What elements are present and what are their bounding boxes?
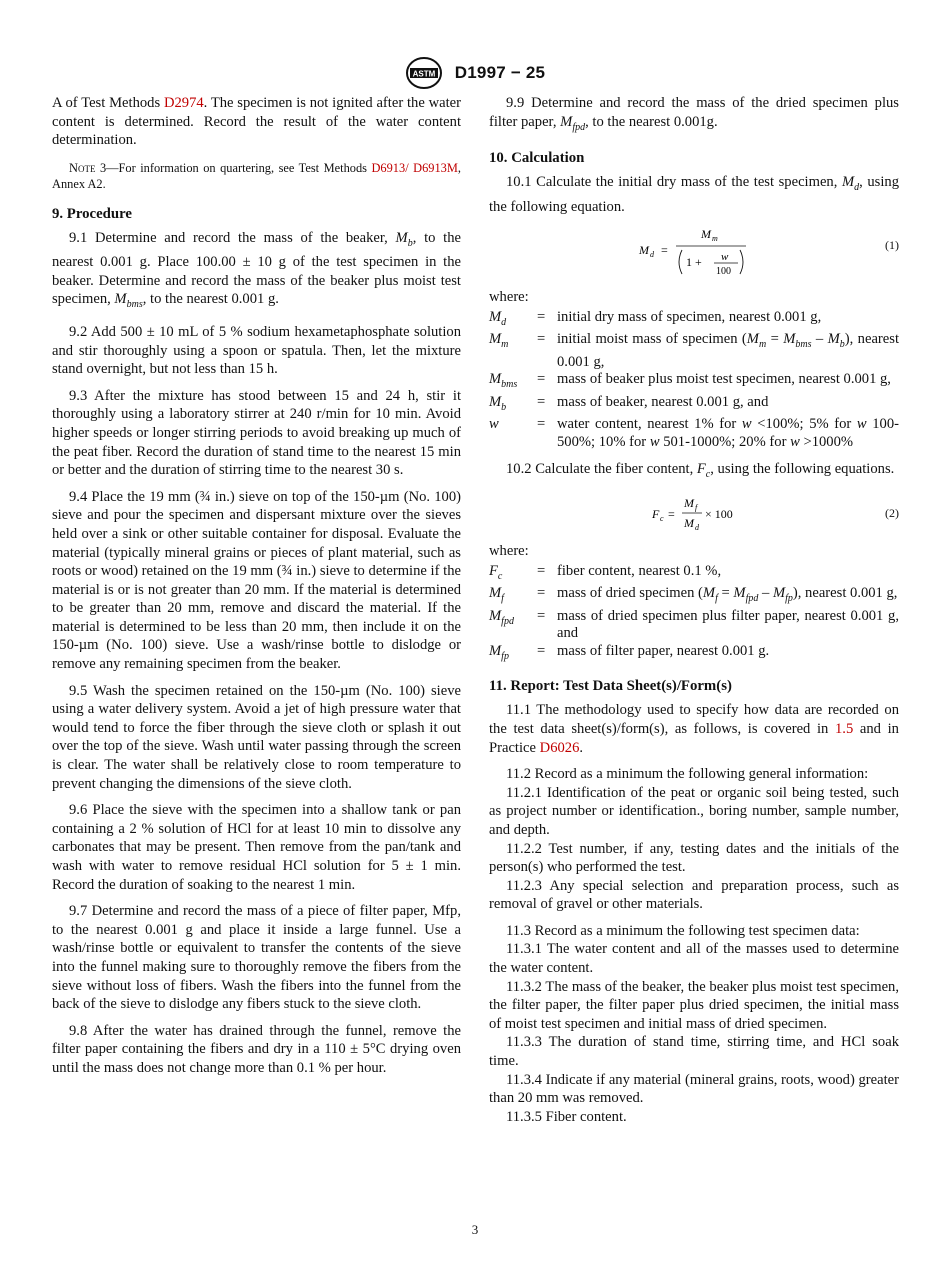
paragraph-11-2-3: 11.2.3 Any special selection and preparation process, such as removal of gravel or other materials.: [489, 877, 899, 913]
definition-mf: $M_f$ = mass of dried specimen $(M_f = M_{fpd} - M_{fp})$, nearest 0.001 g,: [489, 585, 898, 605]
paragraph-10-1: 10.1 Calculate the initial dry mass of the test specimen, $M_d$, using the following equation.: [489, 174, 899, 215]
svg-text:d: d: [650, 250, 654, 260]
paragraph-9-4: 9.4 Place the 19 mm (¾ in.) sieve on top of the 150-µm (No. 100) sieve and pour the specimen and dispersant mixture over the sieves held over a sink or other suitable container for disposal. Evaluate the material (typically mineral grains or pieces of plant material, such as roots or wood) retained on the 19 mm (¾ in.) sieve to determine if the material is or is not greater than 20 mm. If the material is determined to be greater than 20 mm, remove and discard the material. If the material is determined to be less than 20 mm, then include it on the 150-µm (No. 100) sieve. Use a wash/rinse bottle to dislodge or remove any remaining specimen from the beaker.: [52, 488, 461, 673]
link-d6026[interactable]: D6026: [539, 739, 580, 756]
svg-text:f: f: [695, 503, 698, 513]
svg-text:F: F: [652, 507, 660, 522]
svg-text:ASTM: ASTM: [412, 69, 436, 79]
document-id: D1997 − 25: [454, 63, 546, 82]
paragraph-9-7: 9.7 Determine and record the mass of a piece of filter paper, Mfp, to the nearest 0.001 g and place it inside a large funnel. Use a wash/rinse bottle or equivalent to transfer the contents of the sieve into the funnel making sure to thoroughly remove the fibers from the sieve without loss of fibers. Wash the fibers into the funnel from the back of the sieve to dislodge any fibers stuck to the sieve cloth.: [52, 903, 461, 1013]
definition-mm: $M_m$ = initial moist mass of specimen $(M_m = M_{bms} - M_b)$, nearest 0.001 g,: [489, 331, 900, 370]
paragraph-11-3-5: 11.3.5 Fiber content.: [506, 1108, 627, 1125]
svg-text:M: M: [684, 496, 694, 511]
definitions-list-1: [489, 309, 899, 452]
paragraph-11-3: 11.3 Record as a minimum the following test specimen data:: [506, 922, 860, 939]
paragraph-11-3-1: 11.3.1 The water content and all of the masses used to determine the water content.: [489, 941, 899, 977]
paragraph-11-2: 11.2 Record as a minimum the following general information:: [506, 766, 869, 783]
svg-text:M: M: [684, 516, 694, 531]
svg-text:=: =: [661, 243, 668, 258]
link-d2974[interactable]: D2974: [163, 95, 204, 111]
page-number: 3: [471, 1222, 479, 1237]
paragraph-9-2: 9.2 Add 500 ± 10 mL of 5 % sodium hexametaphosphate solution and stir thoroughly using a spoon or spatula. Then, let the mixture stand overnight, but not less than 15 h.: [52, 323, 461, 378]
paragraph-11-3-3: 11.3.3 The duration of stand time, stirring time, and HCl soak time.: [489, 1034, 899, 1070]
page-header: [0, 56, 950, 90]
paragraph-11-2-2: 11.2.2 Test number, if any, testing dates and the initials of the person(s) who performed the test.: [489, 840, 899, 876]
where-label-1: where:: [489, 289, 529, 306]
svg-text:d: d: [695, 523, 699, 533]
paragraph-9-5: 9.5 Wash the specimen retained on the 150-µm (No. 100) sieve using a water delivery system. Avoid a jet of high pressure water that would tend to force the fiber through the sieve cloth or splash it out over the top of the sieve. Wash until water passing through the screen is clear. The water shall be relatively close to room temperature to prevent changing the dimensions of the sieve cloth.: [52, 682, 461, 792]
astm-logo-icon: [405, 56, 443, 90]
svg-text:1 +: 1 +: [686, 255, 702, 270]
svg-text:w: w: [721, 251, 729, 264]
svg-text:M: M: [639, 243, 649, 258]
paragraph-11-2-1: 11.2.1 Identification of the peat or organic soil being tested, such as project number or identification., boring number, sample number, and depth.: [489, 784, 899, 838]
link-1-5[interactable]: 1.5: [835, 720, 854, 737]
equation-1-number: (1): [885, 238, 899, 253]
definition-fc: $F_c$ = fiber content, nearest 0.1 %,: [489, 562, 722, 582]
definition-w: w = water content, nearest 1% for w <100%; 5% for w 100-500%; 10% for w 501-1000%; 20% for w >1000%: [489, 416, 899, 450]
equation-2-number: (2): [885, 506, 899, 521]
paragraph-9-6: 9.6 Place the sieve with the specimen into a shallow tank or pan containing a 2 % solution of HCl for at least 10 min to dissolve any carbonates that may be present. Then remove from the pan/tank and wash with water to remove residual HCl solution for 5 ± 1 min. Record the duration of soaking to the nearest 1 min.: [52, 802, 461, 893]
right-column: [489, 94, 899, 1126]
paragraph-8-cont: A of Test Methods D2974. The specimen is not ignited after the water content is determined. Record the result of the water content determination.: [52, 95, 461, 149]
where-label-2: where:: [489, 543, 529, 560]
definition-mfpd: $M_{fpd}$ = mass of dried specimen plus filter paper, nearest 0.001 g, and: [489, 607, 899, 642]
definition-mbms: $M_{bms}$ = mass of beaker plus moist test specimen, nearest 0.001 g,: [489, 371, 891, 391]
section-heading-procedure: 9. Procedure: [52, 205, 132, 222]
definitions-list-2: [489, 563, 899, 666]
svg-text:× 100: × 100: [705, 507, 733, 522]
svg-text:M: M: [701, 227, 711, 242]
definition-md: $M_d$ = initial dry mass of specimen, nearest 0.001 g,: [489, 308, 822, 328]
svg-text:c: c: [660, 514, 664, 524]
paragraph-10-2: 10.2 Calculate the fiber content, $F_c$, using the following equations.: [506, 460, 895, 480]
left-column: [52, 94, 461, 1078]
paragraph-9-9: 9.9 Determine and record the mass of the dried specimen plus filter paper, $M_{fpd}$, to the nearest 0.001g.: [489, 95, 899, 133]
section-heading-calculation: 10. Calculation: [489, 150, 585, 167]
paragraph-9-3: 9.3 After the mixture has stood between 15 and 24 h, stir it thoroughly using a laboratory stirrer at 240 r/min for 10 min. Avoid higher speeds or longer stirring periods to avoid breaking up much of the peat fiber. Record the duration of stand time to the nearest 15 min or better and the duration of stirring time to the nearest 30 s.: [52, 387, 461, 479]
definition-mb: $M_b$ = mass of beaker, nearest 0.001 g, and: [489, 393, 769, 413]
section-heading-report: 11. Report: Test Data Sheet(s)/Form(s): [489, 678, 732, 695]
svg-text:100: 100: [716, 266, 731, 278]
equation-2-formula: [649, 492, 769, 534]
definition-mfp: $M_{fp}$ = mass of filter paper, nearest 0.001 g.: [489, 642, 770, 662]
paragraph-9-8: 9.8 After the water has drained through the funnel, remove the filter paper containing the fibers and dry in a 110 ± 5°C drying oven until the mass does not change more than 0.1 % per hour.: [52, 1022, 461, 1076]
paragraph-11-3-4: 11.3.4 Indicate if any material (mineral grains, roots, wood) greater than 20 mm was removed.: [489, 1071, 899, 1107]
paragraph-11-3-2: 11.3.2 The mass of the beaker, the beaker plus moist test specimen, the filter paper, the filter paper plus dried specimen, the initial mass of moist test specimen and initial mass of dried specimen.: [489, 978, 899, 1032]
note-3: Note 3—For information on quartering, see Test Methods D6913/ D6913M, Annex A2.: [52, 160, 461, 192]
paragraph-11-1: 11.1 The methodology used to specify how data are recorded on the test data sheet(s)/form(s), as follows, is covered in 1.5 and in Practice D6026.: [489, 702, 899, 756]
paragraph-9-1: 9.1 Determine and record the mass of the beaker, $M_b$, to the nearest 0.001 g. Place 100.00 ± 10 g of the test specimen in the beaker. Determine and record the mass of the beaker plus moist test specimen, $M_{bms}$, to the nearest 0.001 g.: [52, 229, 461, 311]
link-d6913[interactable]: D6913/ D6913M: [371, 160, 458, 175]
equation-2: [489, 492, 899, 534]
equation-1-formula: [634, 224, 794, 280]
svg-text:=: =: [668, 507, 675, 522]
equation-1: [489, 224, 899, 280]
svg-text:m: m: [712, 234, 718, 244]
